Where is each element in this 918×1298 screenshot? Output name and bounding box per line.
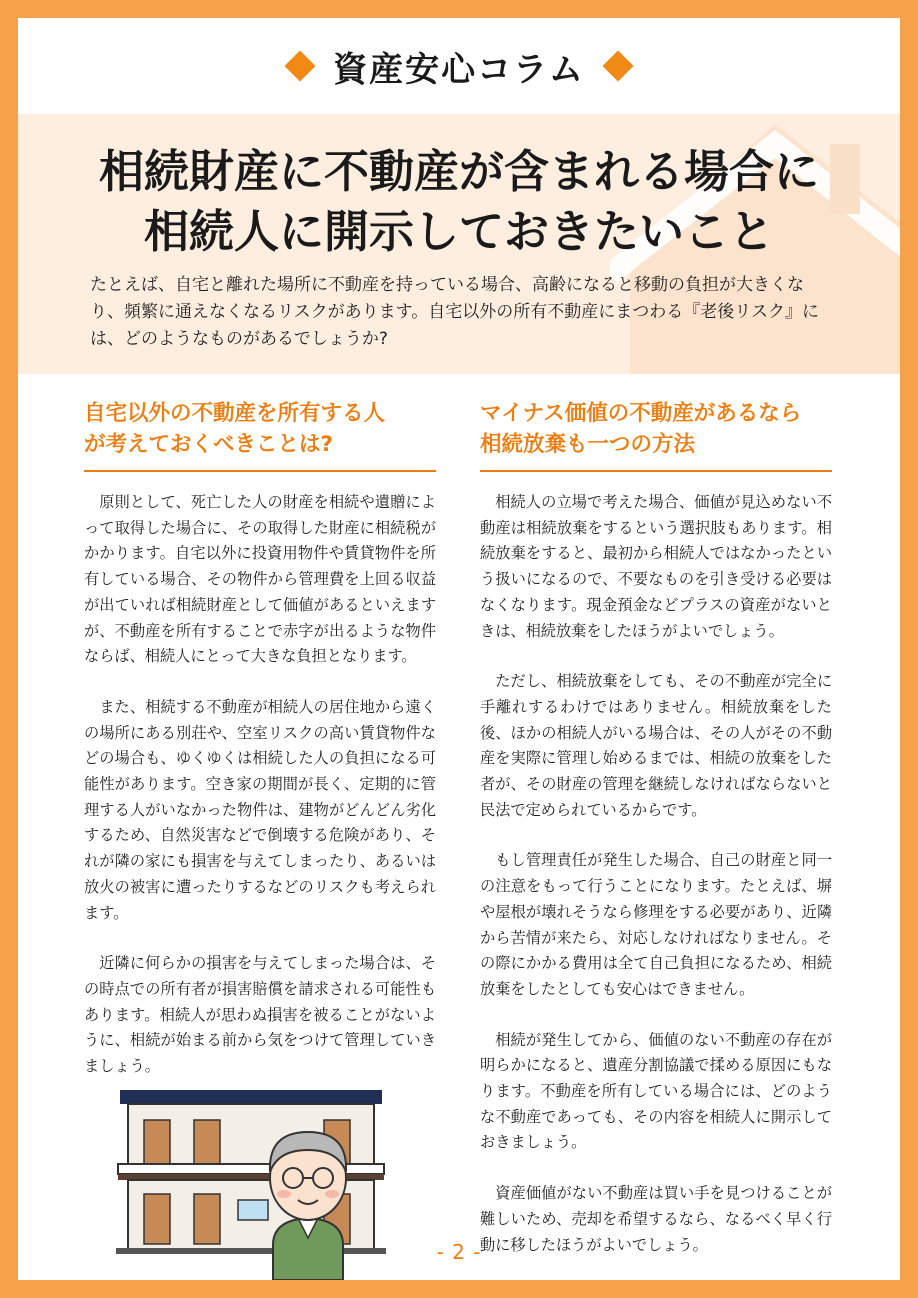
left-column-heading	[84, 398, 436, 472]
column-title: 資産安心コラム	[333, 49, 585, 90]
hero-section	[18, 114, 900, 374]
paragraph: ただし、相続放棄をしても、その不動産が完全に手離れするわけではありません。相続放棄をした後、ほかの相続人がいる場合は、その人がその不動産を実際に管理し始めるまでは、相続の放棄をした者が、その財産の管理を継続しなければならないと民法で定められているからです。	[480, 672, 832, 819]
right-column-heading	[480, 398, 832, 472]
paragraph: 資産価値がない不動産は買い手を見つけることが難しいため、売却を希望するなら、なるべく早く行動に移したほうがよいでしょう。	[480, 1184, 832, 1254]
right-column	[480, 398, 832, 1280]
paragraph: もし管理責任が発生した場合、自己の財産と同一の注意をもって行うことになります。たとえば、塀や屋根が壊れそうなら修理をする必要があり、近隣から苦情が来たら、対応しなければなりません。その際にかかる費用は全て自己負担になるため、相続放棄をしたとしても安心はできません。	[480, 851, 832, 998]
diamond-icon	[602, 50, 633, 81]
column-banner	[18, 18, 900, 114]
paragraph: 相続が発生してから、価値のない不動産の存在が明らかになると、遺産分割協議で揉める原因にもなります。不動産を所有している場合には、どのような不動産であっても、その内容を相続人に開示しておきましょう。	[480, 1030, 832, 1152]
right-heading-line-1: マイナス価値の不動産があるなら	[480, 401, 802, 426]
paragraph: また、相続する不動産が相続人の居住地から遠くの場所にある別荘や、空室リスクの高い賃貸物件などの場合も、ゆくゆくは相続した人の負担になる可能性があります。空き家の期間が長く、定期的に管理する人がいなかった物件は、建物がどんどん劣化するため、自然災害などで倒壊する危険があり、それが隣の家にも損害を与えてしまったり、あるいは放火の被害に遭ったりするなどのリスクも考えられます。	[84, 697, 436, 922]
left-column	[84, 398, 436, 1105]
headline	[18, 142, 900, 262]
page	[18, 18, 900, 1280]
right-heading-line-2: 相続放棄も一つの方法	[480, 432, 696, 457]
headline-line-2: 相続人に開示しておきたいこと	[143, 205, 774, 258]
left-heading-line-1: 自宅以外の不動産を所有する人	[84, 401, 386, 426]
lead-text: たとえば、自宅と離れた場所に不動産を持っている場合、高齢になると移動の負担が大きくなり、頻繁に通えなくなるリスクがあります。自宅以外の所有不動産にまつわる『老後リスク』には、どのようなものがあるでしょうか?	[90, 275, 819, 349]
paragraph: 近隣に何らかの損害を与えてしまった場合は、その時点での所有者が損害賠償を請求される可能性もあります。相続人が思わぬ損害を被ることがないように、相続が始まる前から気をつけて管理していきましょう。	[84, 954, 436, 1076]
left-heading-line-2: が考えておくべきことは?	[84, 432, 333, 457]
page-number: - 2 -	[436, 1240, 482, 1264]
diamond-icon	[285, 50, 316, 81]
paragraph: 相続人の立場で考えた場合、価値が見込めない不動産は相続放棄をするという選択肢もあります。相続放棄をすると、最初から相続人ではなかったという扱いになるので、不要なものを引き受ける必要はなくなります。現金預金などプラスの資産がないときは、相続放棄をしたほうがよいでしょう。	[480, 493, 832, 640]
headline-line-1: 相続財産に不動産が含まれる場合に	[98, 145, 819, 198]
paragraph: 原則として、死亡した人の財産を相続や遺贈によって取得した場合に、その取得した財産に相続税がかかります。自宅以外に投資用物件や賃貸物件を所有している場合、その物件から管理費を上回る収益が出ていれば相続財産として価値があるといえますが、不動産を所有することで赤字が出るような物件ならば、相続人にとって大きな負担となります。	[84, 493, 436, 666]
